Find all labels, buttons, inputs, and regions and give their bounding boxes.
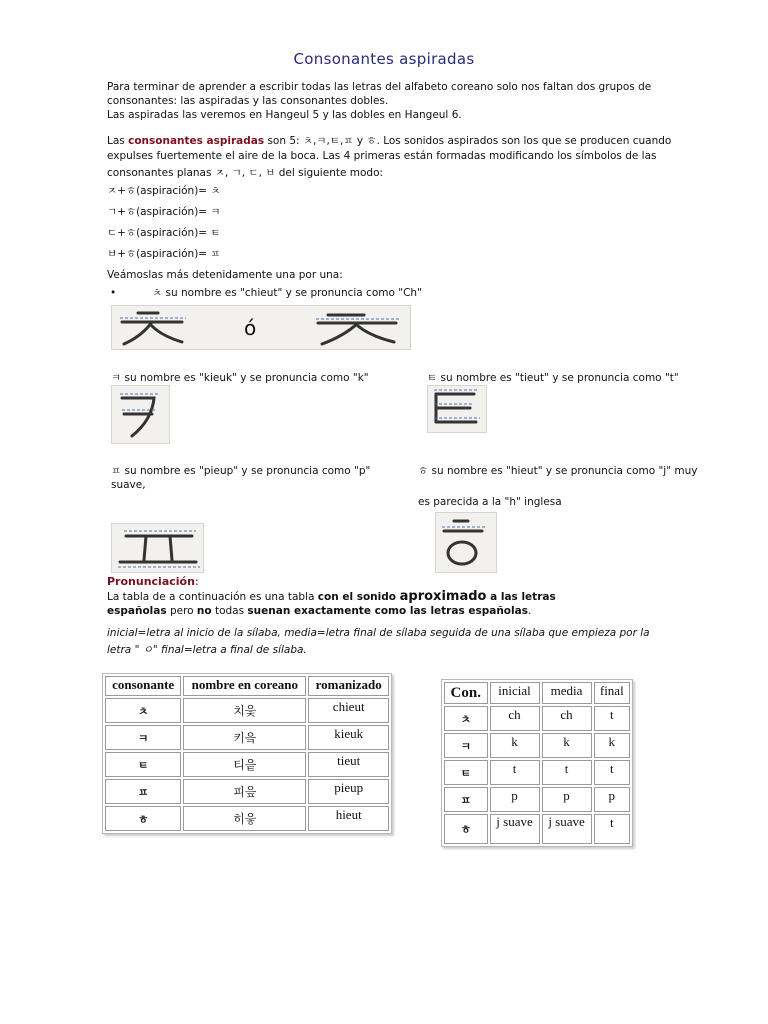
desc-text: Las <box>107 135 129 147</box>
table-row <box>105 698 389 723</box>
table-cell: t <box>542 760 592 785</box>
tieut-caption: ㅌ su nombre es "tieut" y se pronuncia como "t" <box>427 372 679 384</box>
formula: ㅈ+ㅎ(aspiración)= ㅊ <box>107 185 221 197</box>
pieup-caption-line: ㅍ su nombre es "pieup" y se pronuncia como "p" <box>111 465 371 477</box>
legend-line: letra " ㅇ" final=letra a final de sílaba. <box>107 644 307 656</box>
pronunciation-text <box>107 590 727 618</box>
bullet: • <box>110 287 117 299</box>
table-row <box>105 806 389 831</box>
table-header: Con. <box>444 682 488 704</box>
heading-colon: : <box>194 575 199 588</box>
desc-text: expulses fuertemente el aire de la boca. Las 4 primeras están formadas modificando los símbolos de las <box>107 150 657 162</box>
table-cell: k <box>542 733 592 758</box>
pron-bold: españolas <box>107 605 167 617</box>
table-cell: ch <box>490 706 540 731</box>
table-cell: chieut <box>308 698 389 723</box>
table-cell: 히읗 <box>183 806 306 831</box>
pronunciation-heading <box>107 575 199 588</box>
table-row <box>444 733 630 758</box>
table-row <box>105 752 389 777</box>
table-cell: ㅊ <box>105 698 181 723</box>
table-cell: t <box>594 706 630 731</box>
table-cell: 키읔 <box>183 725 306 750</box>
table-cell: p <box>594 787 630 812</box>
intro-line: Para terminar de aprender a escribir todas las letras del alfabeto coreano solo nos faltan dos grupos de <box>107 81 652 93</box>
hieut-caption-1: ㅎ su nombre es "hieut" y se pronuncia como "j" muy <box>418 465 698 477</box>
table-cell: hieut <box>308 806 389 831</box>
table-cell: tieut <box>308 752 389 777</box>
pron-text: . <box>527 605 532 617</box>
table-cell: ㅍ <box>444 787 488 812</box>
chieut-stroke-image <box>111 305 411 350</box>
table-cell: t <box>490 760 540 785</box>
page-title: Consonantes aspiradas <box>293 50 475 68</box>
pron-bold: suenan exactamente como las letras españolas <box>247 605 528 617</box>
table-cell: p <box>490 787 540 812</box>
table-cell: 티읕 <box>183 752 306 777</box>
formula: ㄱ+ㅎ(aspiración)= ㅋ <box>107 206 221 218</box>
table-cell: pieup <box>308 779 389 804</box>
pronunciation-heading-text: Pronunciación <box>107 575 195 588</box>
pron-bold: a las letras <box>486 591 556 603</box>
table-row <box>444 787 630 812</box>
table-cell: 치읓 <box>183 698 306 723</box>
detail-intro: Veámoslas más detenidamente una por una: <box>107 269 343 281</box>
pron-big: aproximado <box>399 589 487 604</box>
table-cell: t <box>594 814 630 844</box>
table-cell: ㅌ <box>105 752 181 777</box>
table-header: consonante <box>105 676 181 696</box>
pronunciation-table <box>441 679 633 847</box>
table-cell: 피읖 <box>183 779 306 804</box>
table-cell: j suave <box>490 814 540 844</box>
desc-text: son 5: ㅊ,ㅋ,ㅌ,ㅍ y ㅎ. Los sonidos aspirados son los que se producen cuando <box>264 135 672 147</box>
table-header: romanizado <box>308 676 389 696</box>
table-cell: p <box>542 787 592 812</box>
table-header: media <box>542 682 592 704</box>
table-cell: kieuk <box>308 725 389 750</box>
table-header: nombre en coreano <box>183 676 306 696</box>
pieup-caption-line: suave, <box>111 479 146 491</box>
table-cell: ㅎ <box>444 814 488 844</box>
names-table <box>102 673 392 834</box>
table-row <box>444 706 630 731</box>
table-cell: ㅎ <box>105 806 181 831</box>
hieut-caption-2: es parecida a la "h" inglesa <box>418 496 562 508</box>
intro-line: Las aspiradas las veremos en Hangeul 5 y las dobles en Hangeul 6. <box>107 109 462 121</box>
formula-list <box>107 184 407 268</box>
syllable-legend <box>107 625 727 659</box>
kieuk-stroke-image <box>111 385 170 444</box>
table-cell: ㅊ <box>444 706 488 731</box>
table-cell: k <box>594 733 630 758</box>
table-row <box>444 814 630 844</box>
table-cell: ㅋ <box>105 725 181 750</box>
table-cell: j suave <box>542 814 592 844</box>
table-cell: ch <box>542 706 592 731</box>
hieut-stroke-image <box>435 512 497 573</box>
pron-text: pero <box>166 605 197 617</box>
pron-text: La tabla de a continuación es una tabla <box>107 591 318 603</box>
table-cell: ㅋ <box>444 733 488 758</box>
pron-bold: con el sonido <box>317 591 400 603</box>
table-row <box>105 725 389 750</box>
tieut-stroke-image <box>427 385 487 433</box>
legend-line: inicial=letra al inicio de la sílaba, media=letra final de sílaba seguida de una sílaba que empieza por la <box>107 627 650 639</box>
table-cell: k <box>490 733 540 758</box>
table-row <box>105 779 389 804</box>
kieuk-caption: ㅋ su nombre es "kieuk" y se pronuncia como "k" <box>111 372 369 384</box>
table-row <box>444 760 630 785</box>
formula: ㄷ+ㅎ(aspiración)= ㅌ <box>107 227 221 239</box>
table-cell: ㅌ <box>444 760 488 785</box>
chieut-caption: ㅊ su nombre es "chieut" y se pronuncia como "Ch" <box>152 287 422 299</box>
desc-term: consonantes aspiradas <box>128 135 265 147</box>
table-header: inicial <box>490 682 540 704</box>
intro-line: consonantes: las aspiradas y las consonantes dobles. <box>107 95 389 107</box>
table-cell: ㅍ <box>105 779 181 804</box>
pron-text: todas <box>211 605 248 617</box>
desc-text: consonantes planas ㅈ, ㄱ, ㄷ, ㅂ del siguiente modo: <box>107 167 384 179</box>
or-text: ó <box>244 316 257 340</box>
pieup-stroke-image <box>111 523 204 573</box>
intro-paragraph <box>107 80 707 122</box>
pron-bold: no <box>196 605 212 617</box>
table-header: final <box>594 682 630 704</box>
formula: ㅂ+ㅎ(aspiración)= ㅍ <box>107 248 221 260</box>
table-cell: t <box>594 760 630 785</box>
aspirated-description <box>107 134 727 181</box>
pieup-caption <box>111 464 411 492</box>
